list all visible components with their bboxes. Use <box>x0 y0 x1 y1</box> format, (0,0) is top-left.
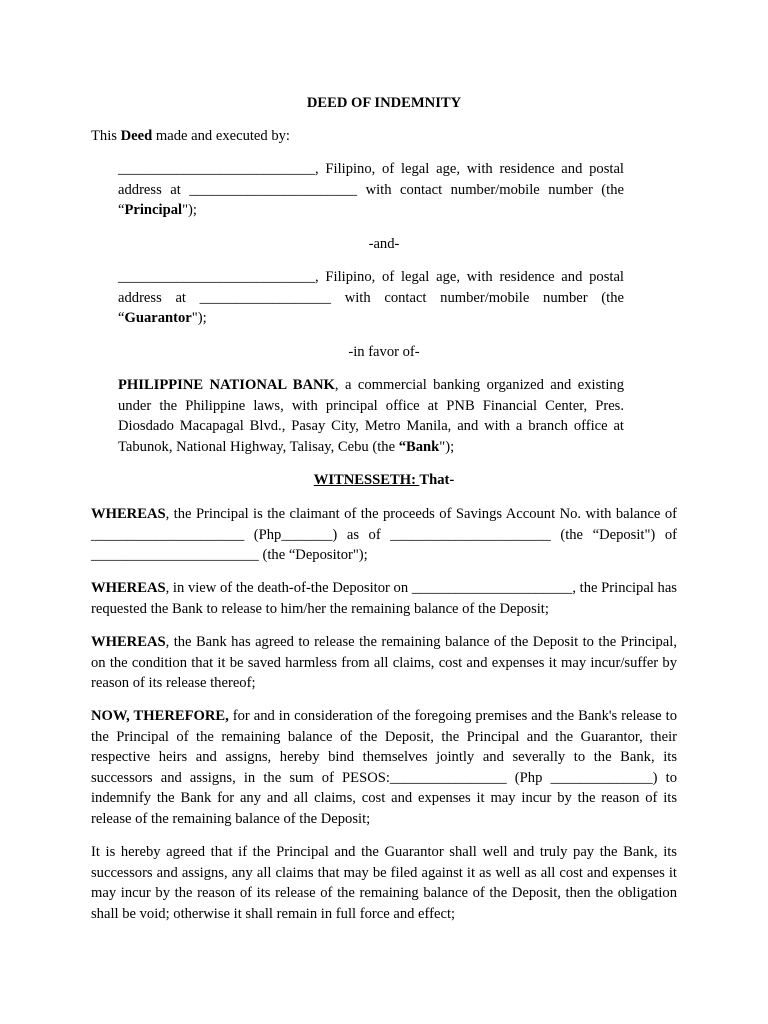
principal-clause: ___________________________, Filipino, of legal age, with residence and postal address at _______________________ with contact number/mobile number (the “Principal"); <box>118 161 624 219</box>
in-favor-separator: -in favor of- <box>348 344 420 360</box>
guarantor-clause: ___________________________, Filipino, of legal age, with residence and postal address at __________________ with contact number/mobile number (the “Guarantor"); <box>118 269 624 327</box>
whereas-clause-3: WHEREAS, the Bank has agreed to release the remaining balance of the Deposit to the Principal, on the condition that it be saved harmless from all claims, cost and expenses it may incur/suffer by reason of its release thereof; <box>91 634 677 692</box>
bank-clause: PHILIPPINE NATIONAL BANK, a commercial banking organized and existing under the Philippine laws, with principal office at PNB Financial Center, Pres. Diosdado Macapagal Blvd., Pasay City, Metro Manila, and with a branch office at Tabunok, National Highway, Talisay, Cebu (the “Bank"); <box>118 377 624 455</box>
whereas-clause-2: WHEREAS, in view of the death-of-the Depositor on ______________________, the Principal has requested the Bank to release to him/her the remaining balance of the Deposit; <box>91 580 677 617</box>
witnesseth-heading: WITNESSETH: That- <box>313 472 455 488</box>
intro-line: This Deed made and executed by: <box>91 128 290 144</box>
now-therefore-clause: NOW, THEREFORE, for and in consideration of the foregoing premises and the Bank's release to the Principal of the remaining balance of the Deposit, the Principal and the Guarantor, their respective heirs and assigns, hereby bind themselves jointly and severally to the Bank, its successors and assigns, in the sum of PESOS:________________ (Php ______________) to indemnify the Bank for any and all claims, cost and expenses it may incur by the reason of its release of the remaining balance of the Deposit; <box>91 708 677 827</box>
agreement-clause: It is hereby agreed that if the Principal and the Guarantor shall well and truly pay the Bank, its successors and assigns, any all claims that may be filed against it as well as all cost and expenses it may incur by the reason of its release of the remaining balance of the Deposit, then the obligation shall be void; otherwise it shall remain in full force and effect; <box>91 844 677 922</box>
and-separator: -and- <box>368 236 400 252</box>
whereas-clause-1: WHEREAS, the Principal is the claimant of the proceeds of Savings Account No. with balance of _____________________ (Php_______) as of ______________________ (the “Deposit") of _______________________ (the “Depositor"); <box>91 506 677 564</box>
document-title: DEED OF INDEMNITY <box>306 95 462 111</box>
